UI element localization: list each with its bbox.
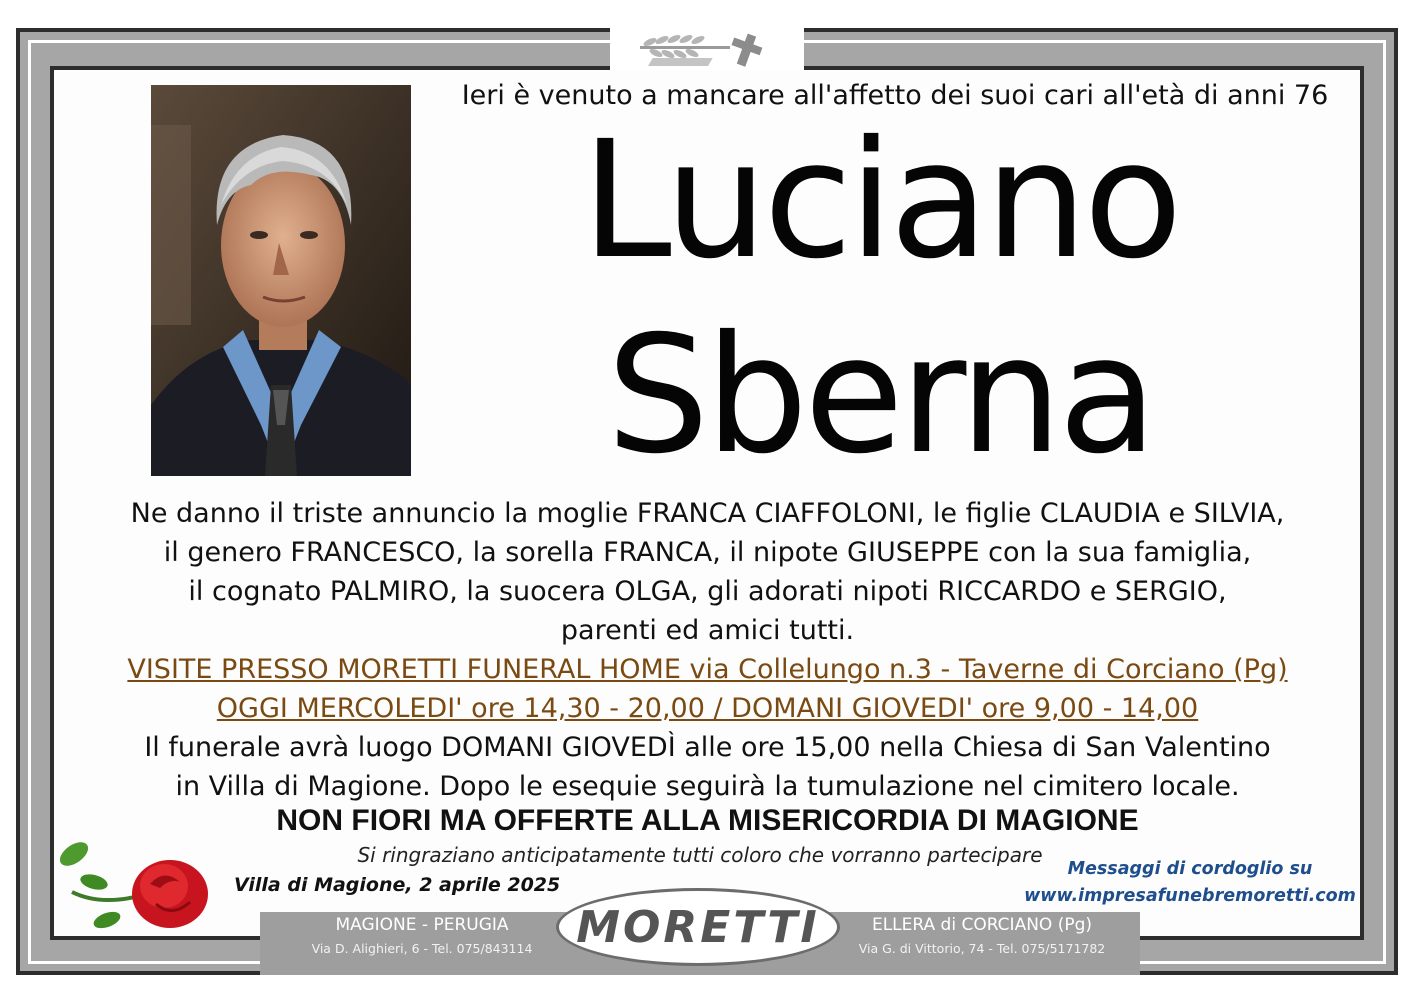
no-flowers-notice: NON FIORI MA OFFERTE ALLA MISERICORDIA DI MAGIONE xyxy=(276,804,1139,837)
announcement-line: parenti ed amici tutti. xyxy=(560,615,855,646)
brand-name: MORETTI xyxy=(576,901,820,953)
last-name: Sberna xyxy=(606,302,1154,490)
office-ellera xyxy=(832,912,1132,956)
condolence-label: Messaggi di cordoglio su xyxy=(1067,859,1313,879)
red-rose-icon xyxy=(52,832,212,937)
condolence-url[interactable]: www.impresafunebremoretti.com xyxy=(1024,886,1356,906)
deceased-portrait xyxy=(151,85,411,476)
visit-line: OGGI MERCOLEDI' ore 14,30 - 20,00 / DOMANI GIOVEDI' ore 9,00 - 14,00 xyxy=(216,693,1199,724)
condolence-info xyxy=(1010,856,1370,910)
office-magione xyxy=(272,912,572,956)
visit-line: VISITE PRESSO MORETTI FUNERAL HOME via Collelungo n.3 - Taverne di Corciano (Pg) xyxy=(127,654,1288,685)
moretti-logo xyxy=(556,888,840,966)
funeral-line: Il funerale avrà luogo DOMANI GIOVEDÌ alle ore 15,00 nella Chiesa di San Valentino xyxy=(144,732,1271,763)
announcement xyxy=(60,494,1355,806)
intro-text: Ieri è venuto a mancare all'affetto dei suoi cari all'età di anni 76 xyxy=(461,80,1329,111)
announcement-line: Ne danno il triste annuncio la moglie FRANCA CIAFFOLONI, le figlie CLAUDIA e SILVIA, xyxy=(130,498,1285,529)
olive-branch-cross-icon xyxy=(610,28,804,70)
thanks-text: Si ringraziano anticipatamente tutti coloro che vorranno partecipare xyxy=(357,843,1043,867)
announcement-line: il cognato PALMIRO, la suocera OLGA, gli adorati nipoti RICCARDO e SERGIO, xyxy=(188,576,1227,607)
office-city: ELLERA di CORCIANO (Pg) xyxy=(871,915,1093,935)
announcement-line: il genero FRANCESCO, la sorella FRANCA, il nipote GIUSEPPE con la sua famiglia, xyxy=(163,537,1252,568)
place-date: Villa di Magione, 2 aprile 2025 xyxy=(234,874,561,896)
office-address: Via G. di Vittorio, 74 - Tel. 075/5171782 xyxy=(858,941,1106,956)
funeral-line: in Villa di Magione. Dopo le esequie seguirà la tumulazione nel cimitero locale. xyxy=(175,771,1240,802)
first-name: Luciano xyxy=(581,107,1179,295)
office-city: MAGIONE - PERUGIA xyxy=(335,915,509,935)
office-address: Via D. Alighieri, 6 - Tel. 075/843114 xyxy=(311,941,533,956)
